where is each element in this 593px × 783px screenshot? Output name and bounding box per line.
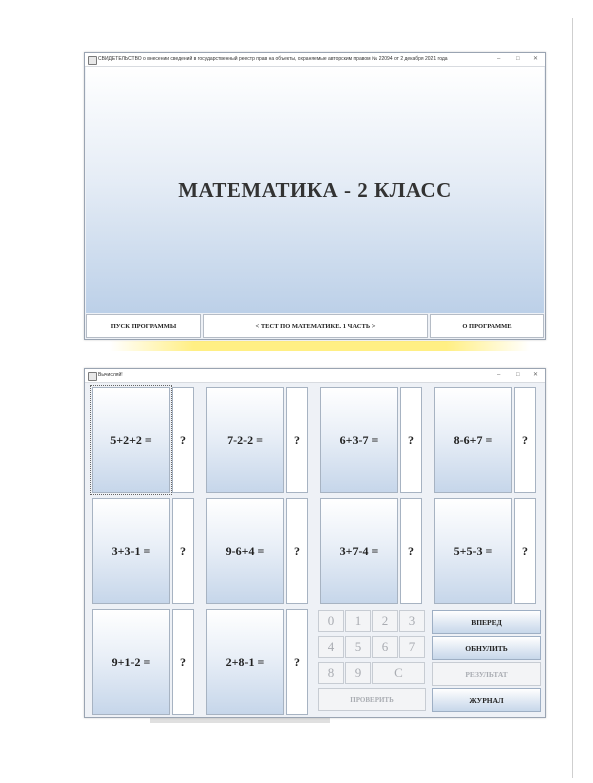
problem-expression[interactable]: 3+3-1 = — [92, 498, 170, 604]
main-window — [84, 52, 546, 340]
window-title: Вычисляй! — [98, 372, 123, 378]
problem-expression[interactable]: 9-6+4 = — [206, 498, 284, 604]
about-button[interactable]: О ПРОГРАММЕ — [430, 314, 544, 338]
hero-title: МАТЕМАТИКА - 2 КЛАСС — [178, 177, 452, 202]
answer-field[interactable]: ? — [172, 609, 194, 715]
maximize-icon[interactable]: □ — [516, 372, 520, 378]
key-6[interactable]: 6 — [372, 636, 398, 658]
key-8[interactable]: 8 — [318, 662, 344, 684]
answer-field[interactable]: ? — [172, 498, 194, 604]
key-4[interactable]: 4 — [318, 636, 344, 658]
answer-field[interactable]: ? — [400, 498, 422, 604]
exercise-window — [84, 368, 546, 718]
problem-expression[interactable]: 3+7-4 = — [320, 498, 398, 604]
problem-expression[interactable]: 7-2-2 = — [206, 387, 284, 493]
answer-field[interactable]: ? — [286, 498, 308, 604]
journal-button[interactable]: ЖУРНАЛ — [432, 688, 541, 712]
key-2[interactable]: 2 — [372, 610, 398, 632]
close-icon[interactable]: ✕ — [533, 56, 539, 62]
answer-field[interactable]: ? — [514, 387, 536, 493]
answer-field[interactable]: ? — [286, 609, 308, 715]
answer-field[interactable]: ? — [172, 387, 194, 493]
titlebar[interactable] — [85, 53, 545, 67]
math-test-button[interactable]: < ТЕСТ ПО МАТЕМАТИКЕ. 1 ЧАСТЬ > — [203, 314, 428, 338]
titlebar[interactable] — [85, 369, 545, 383]
key-clear[interactable]: C — [372, 662, 425, 684]
watermark-band — [110, 341, 530, 351]
answer-field[interactable]: ? — [286, 387, 308, 493]
window-title: СВИДЕТЕЛЬСТВО о внесении сведений в государственный реестр прав на объекты, охраняемые авторским правом № 22094 от 2 декабря 2021 года — [98, 56, 448, 62]
number-keypad — [318, 610, 426, 712]
maximize-icon[interactable]: □ — [516, 56, 520, 62]
page-edge-line — [572, 18, 573, 778]
key-5[interactable]: 5 — [345, 636, 371, 658]
problem-expression[interactable]: 9+1-2 = — [92, 609, 170, 715]
answer-field[interactable]: ? — [514, 498, 536, 604]
key-1[interactable]: 1 — [345, 610, 371, 632]
check-button[interactable]: ПРОВЕРИТЬ — [318, 688, 426, 711]
app-icon — [88, 56, 97, 65]
forward-button[interactable]: ВПЕРЕД — [432, 610, 541, 634]
answer-field[interactable]: ? — [400, 387, 422, 493]
key-7[interactable]: 7 — [399, 636, 425, 658]
key-9[interactable]: 9 — [345, 662, 371, 684]
bottom-button-bar — [86, 314, 544, 338]
start-program-button[interactable]: ПУСК ПРОГРАММЫ — [86, 314, 201, 338]
reset-button[interactable]: ОБНУЛИТЬ — [432, 636, 541, 660]
key-3[interactable]: 3 — [399, 610, 425, 632]
problem-expression[interactable]: 5+5-3 = — [434, 498, 512, 604]
problem-expression[interactable]: 5+2+2 = — [92, 387, 170, 493]
close-icon[interactable]: ✕ — [533, 372, 539, 378]
result-button[interactable]: РЕЗУЛЬТАТ — [432, 662, 541, 686]
app-icon — [88, 372, 97, 381]
key-0[interactable]: 0 — [318, 610, 344, 632]
problem-expression[interactable]: 6+3-7 = — [320, 387, 398, 493]
minimize-icon[interactable]: – — [497, 372, 501, 378]
problem-expression[interactable]: 2+8-1 = — [206, 609, 284, 715]
hero-panel — [86, 67, 544, 313]
problem-expression[interactable]: 8-6+7 = — [434, 387, 512, 493]
minimize-icon[interactable]: – — [497, 56, 501, 62]
